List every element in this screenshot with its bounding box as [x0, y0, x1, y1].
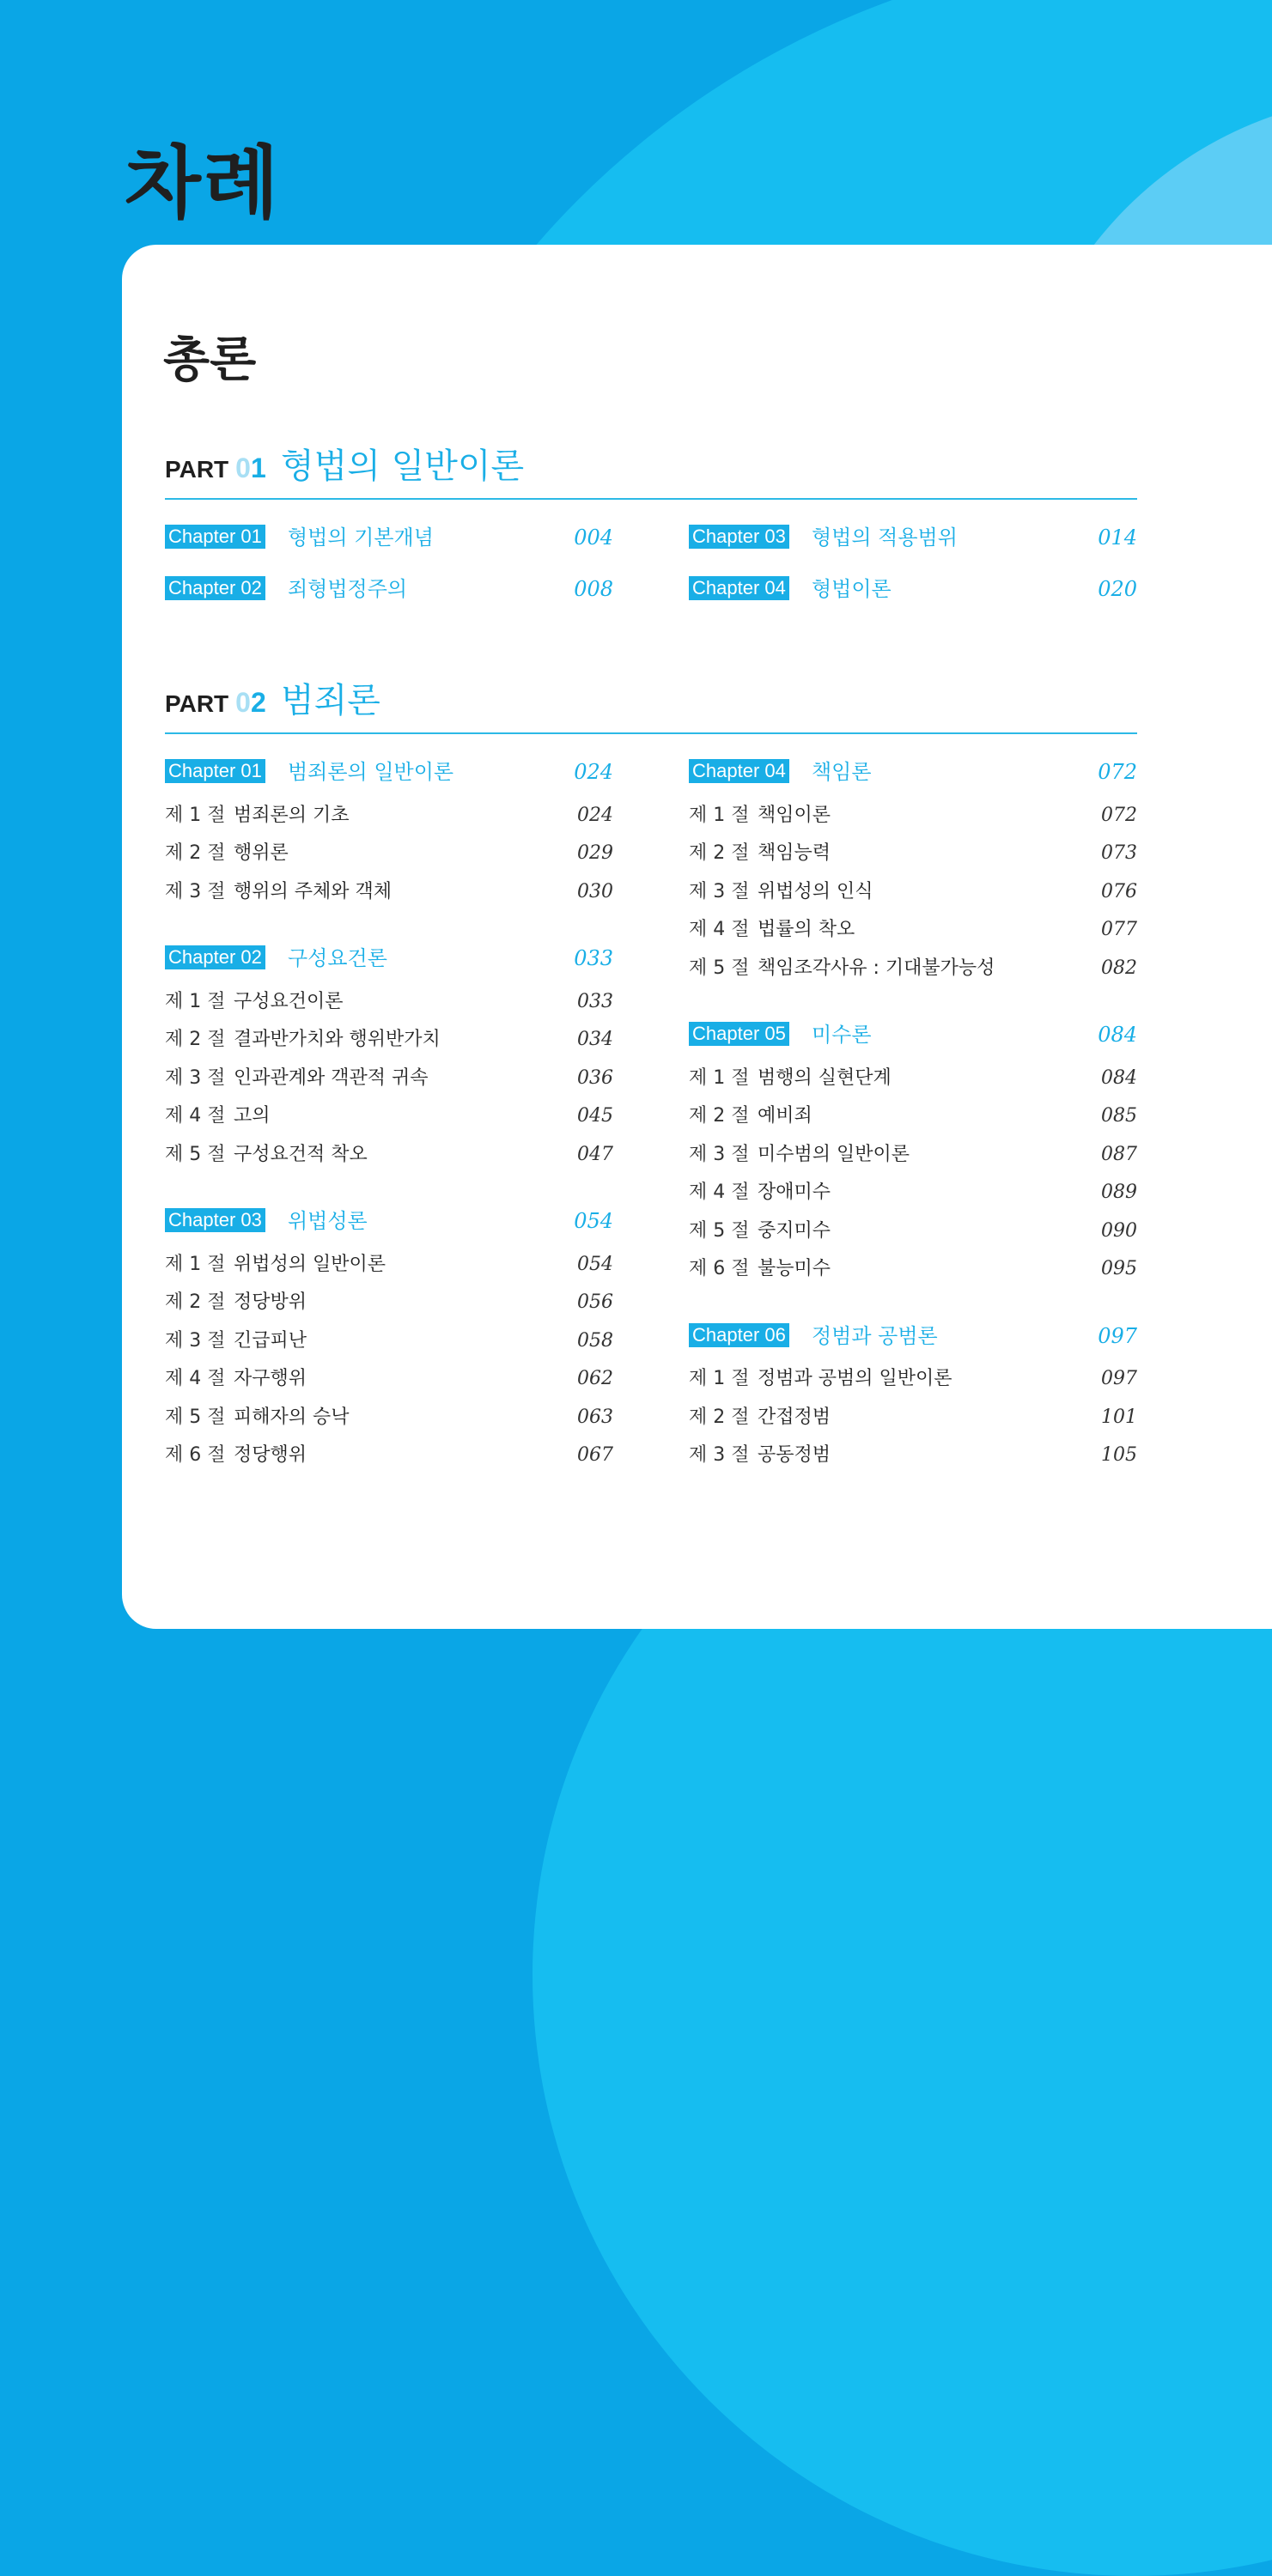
section-entry[interactable]	[165, 1441, 613, 1470]
section-entry[interactable]	[689, 1102, 1137, 1131]
chapter-page: 014	[1098, 526, 1137, 550]
section-number: 제 2 절	[165, 842, 226, 864]
section-entry[interactable]	[165, 1025, 613, 1054]
section-title-text: 장애미수	[758, 1182, 831, 1203]
section-number: 제 3 절	[165, 1330, 226, 1352]
chapter-tag: Chapter 06	[689, 1323, 789, 1347]
section-entry[interactable]	[689, 1403, 1137, 1432]
chapter-title: 정범과 공범론	[812, 1324, 938, 1348]
section-title-text: 책임조각사유 : 기대불가능성	[758, 957, 995, 979]
section-number: 제 2 절	[165, 1291, 226, 1313]
section-page: 047	[577, 1144, 613, 1165]
section-entry[interactable]	[689, 839, 1137, 868]
section-entry[interactable]	[689, 1441, 1137, 1470]
section-entry[interactable]	[165, 801, 613, 830]
section-title-text: 공동정범	[758, 1444, 831, 1466]
section-page: 054	[577, 1254, 613, 1275]
section-page: 036	[577, 1067, 613, 1089]
section-title-text: 예비죄	[758, 1105, 812, 1127]
part-label: PART 01	[165, 453, 266, 483]
chapter-page: 033	[574, 946, 613, 970]
section-number: 제 1 절	[165, 1254, 226, 1275]
section-page: 072	[1101, 805, 1137, 826]
section-page: 056	[577, 1291, 613, 1313]
chapter-page: 004	[574, 526, 613, 550]
chapter-page: 097	[1098, 1324, 1137, 1348]
section-page: 085	[1101, 1105, 1137, 1127]
section-title-text: 구성요건적 착오	[234, 1144, 368, 1165]
chapter-entry[interactable]	[689, 1020, 1137, 1049]
section-entry[interactable]	[165, 839, 613, 868]
section-entry[interactable]	[165, 1102, 613, 1131]
chapter-title: 미수론	[812, 1023, 872, 1047]
section-page: 101	[1101, 1406, 1137, 1428]
section-page: 033	[577, 991, 613, 1012]
chapter-title: 형법이론	[812, 577, 892, 601]
section-title-text: 자구행위	[234, 1368, 307, 1389]
section-title-text: 중지미수	[758, 1220, 831, 1242]
section-page: 063	[577, 1406, 613, 1428]
chapter-title: 형법의 기본개념	[288, 526, 434, 550]
chapter-entry[interactable]	[165, 574, 613, 604]
section-page: 030	[577, 881, 613, 902]
chapter-entry[interactable]	[689, 523, 1137, 552]
section-title-text: 범행의 실현단계	[758, 1067, 892, 1089]
section-page: 082	[1101, 957, 1137, 979]
section-number: 제 5 절	[165, 1406, 226, 1428]
section-title-text: 긴급피난	[234, 1330, 307, 1352]
section-entry[interactable]	[165, 1327, 613, 1356]
section-page: 087	[1101, 1144, 1137, 1165]
chapter-title: 책임론	[812, 760, 872, 784]
chapter-entry[interactable]	[689, 574, 1137, 604]
section-number: 제 6 절	[165, 1444, 226, 1466]
section-number: 제 2 절	[165, 1029, 226, 1050]
chapter-entry[interactable]	[165, 1206, 613, 1236]
section-title-text: 위법성의 일반이론	[234, 1254, 386, 1275]
section-number: 제 3 절	[165, 881, 226, 902]
section-entry[interactable]	[689, 1364, 1137, 1394]
part-name: 형법의 일반이론	[281, 447, 525, 486]
section-title-text: 책임이론	[758, 805, 831, 826]
section-entry[interactable]	[165, 1064, 613, 1093]
section-entry[interactable]	[165, 1140, 613, 1170]
section-title-text: 간접정범	[758, 1406, 831, 1428]
section-number: 제 6 절	[689, 1258, 750, 1279]
section-page: 024	[577, 805, 613, 826]
chapter-title: 위법성론	[288, 1209, 368, 1233]
section-number: 제 3 절	[165, 1067, 226, 1089]
section-page: 090	[1101, 1220, 1137, 1242]
section-title-text: 결과반가치와 행위반가치	[234, 1029, 441, 1050]
section-entry[interactable]	[689, 1064, 1137, 1093]
section-entry[interactable]	[165, 1403, 613, 1432]
section-number: 제 5 절	[689, 1220, 750, 1242]
section-title-text: 인과관계와 객관적 귀속	[234, 1067, 429, 1089]
chapter-title: 죄형법정주의	[288, 577, 408, 601]
chapter-page: 054	[574, 1209, 613, 1233]
section-page: 045	[577, 1105, 613, 1127]
section-entry[interactable]	[165, 1250, 613, 1279]
chapter-tag: Chapter 02	[165, 945, 265, 969]
part-label: PART 02	[165, 687, 266, 718]
section-title-text: 피해자의 승낙	[234, 1406, 350, 1428]
section-entry[interactable]	[689, 1140, 1137, 1170]
section-title-text: 구성요건이론	[234, 991, 344, 1012]
section-title-text: 불능미수	[758, 1258, 831, 1279]
section-entry[interactable]	[689, 1255, 1137, 1284]
section-page: 029	[577, 842, 613, 864]
section-number: 제 3 절	[689, 881, 750, 902]
section-number: 제 1 절	[689, 1368, 750, 1389]
section-page: 073	[1101, 842, 1137, 864]
chapter-page: 008	[574, 577, 613, 601]
chapter-page: 020	[1098, 577, 1137, 601]
chapter-tag: Chapter 02	[165, 576, 265, 600]
section-title-text: 책임능력	[758, 842, 831, 864]
section-entry[interactable]	[689, 954, 1137, 983]
section-title-text: 정당행위	[234, 1444, 307, 1466]
section-number: 제 1 절	[165, 805, 226, 826]
section-title-text: 행위론	[234, 842, 289, 864]
section-title-text: 행위의 주체와 객체	[234, 881, 393, 902]
section-entry[interactable]	[165, 1364, 613, 1394]
chapter-tag: Chapter 04	[689, 576, 789, 600]
section-page: 076	[1101, 881, 1137, 902]
section-number: 제 1 절	[689, 1067, 750, 1089]
section-number: 제 4 절	[689, 919, 750, 940]
section-number: 제 4 절	[689, 1182, 750, 1203]
chapter-page: 084	[1098, 1023, 1137, 1047]
chapter-title: 범죄론의 일반이론	[288, 760, 454, 784]
chapter-page: 072	[1098, 760, 1137, 784]
section-number: 제 4 절	[165, 1368, 226, 1389]
section-page: 097	[1101, 1368, 1137, 1389]
part-header	[165, 681, 1137, 734]
section-title-text: 정당방위	[234, 1291, 307, 1313]
section-entry[interactable]	[689, 915, 1137, 945]
chapter-tag: Chapter 05	[689, 1022, 789, 1046]
section-page: 077	[1101, 919, 1137, 940]
section-page: 105	[1101, 1444, 1137, 1466]
chapter-page: 024	[574, 760, 613, 784]
chapter-entry[interactable]	[689, 757, 1137, 787]
section-number: 제 5 절	[165, 1144, 226, 1165]
section-page: 062	[577, 1368, 613, 1389]
section-number: 제 1 절	[689, 805, 750, 826]
section-page: 095	[1101, 1258, 1137, 1279]
section-number: 제 2 절	[689, 1105, 750, 1127]
chapter-entry[interactable]	[165, 757, 613, 787]
section-page: 034	[577, 1029, 613, 1050]
section-entry[interactable]	[165, 878, 613, 907]
section-entry[interactable]	[165, 987, 613, 1017]
section-page: 058	[577, 1330, 613, 1352]
section-title-text: 위법성의 인식	[758, 881, 873, 902]
chapter-tag: Chapter 03	[689, 525, 789, 549]
page-title: 차례	[125, 137, 281, 229]
section-number: 제 2 절	[689, 842, 750, 864]
chapter-tag: Chapter 04	[689, 759, 789, 783]
section-title-text: 미수범의 일반이론	[758, 1144, 910, 1165]
section-number: 제 3 절	[689, 1444, 750, 1466]
section-entry[interactable]	[689, 801, 1137, 830]
chapter-entry[interactable]	[689, 1321, 1137, 1351]
section-number: 제 5 절	[689, 957, 750, 979]
section-page: 084	[1101, 1067, 1137, 1089]
chapter-tag: Chapter 01	[165, 759, 265, 783]
section-number: 제 4 절	[165, 1105, 226, 1127]
chapter-title: 형법의 적용범위	[812, 526, 958, 550]
section-title-text: 고의	[234, 1105, 271, 1127]
chapter-tag: Chapter 03	[165, 1208, 265, 1232]
section-entry[interactable]	[165, 1288, 613, 1317]
part-name: 범죄론	[281, 681, 380, 720]
section-title-text: 법률의 착오	[758, 919, 855, 940]
chapter-entry[interactable]	[165, 944, 613, 973]
section-title: 총론	[163, 332, 257, 388]
section-number: 제 1 절	[165, 991, 226, 1012]
section-page: 067	[577, 1444, 613, 1466]
section-number: 제 3 절	[689, 1144, 750, 1165]
section-page: 089	[1101, 1182, 1137, 1203]
section-title-text: 정범과 공범의 일반이론	[758, 1368, 952, 1389]
section-entry[interactable]	[689, 878, 1137, 907]
section-entry[interactable]	[689, 1217, 1137, 1246]
section-entry[interactable]	[689, 1178, 1137, 1207]
chapter-entry[interactable]	[165, 523, 613, 552]
chapter-title: 구성요건론	[288, 946, 387, 970]
section-title-text: 범죄론의 기초	[234, 805, 350, 826]
section-number: 제 2 절	[689, 1406, 750, 1428]
part-header	[165, 447, 1137, 500]
chapter-tag: Chapter 01	[165, 525, 265, 549]
